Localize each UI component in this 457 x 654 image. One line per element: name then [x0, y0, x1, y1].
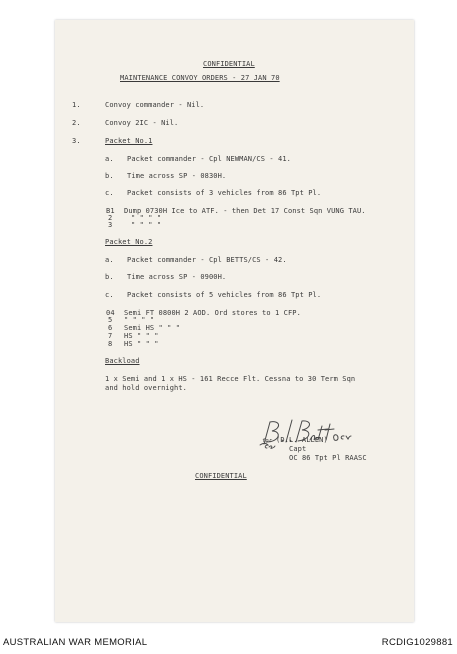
- packet-1-a-label: a.: [105, 155, 114, 163]
- signatory-rank: Capt: [289, 445, 307, 453]
- packet-1-b-label: b.: [105, 172, 114, 180]
- packet-1-commander: Packet commander - Cpl NEWMAN/CS - 41.: [127, 155, 291, 163]
- packet-2-row-id: 04: [106, 309, 115, 317]
- signatory-name: (D.L. ALLEN): [276, 436, 328, 444]
- packet-1-time: Time across SP - 0830H.: [127, 172, 227, 180]
- packet-2-row-id: 5: [108, 316, 113, 324]
- packet-2-row-text: HS " " ": [124, 332, 159, 340]
- signatory-unit: OC 86 Tpt Pl RAASC: [289, 454, 367, 462]
- packet-1-vehicles: Packet consists of 3 vehicles from 86 Tpt Pl.: [127, 189, 322, 197]
- packet-1-row-id: 2: [108, 214, 113, 222]
- packet-2-vehicles: Packet consists of 5 vehicles from 86 Tpt Pl.: [127, 291, 322, 299]
- packet-2-row-text: " " " ": [124, 316, 155, 324]
- packet-2-row-id: 8: [108, 340, 113, 348]
- packet-2-b-label: b.: [105, 273, 114, 281]
- backload-line-2: and hold overnight.: [105, 384, 187, 392]
- packet-2-row-id: 7: [108, 332, 113, 340]
- backload-line-1: 1 x Semi and 1 x HS - 161 Recce Flt. Cessna to 30 Term Sqn: [105, 375, 356, 383]
- packet-2-c-label: c.: [105, 291, 114, 299]
- classification-top: CONFIDENTIAL: [203, 60, 255, 68]
- classification-bottom: CONFIDENTIAL: [195, 472, 247, 480]
- packet-2-time: Time across SP - 0900H.: [127, 273, 227, 281]
- item-number-2: 2.: [72, 119, 81, 127]
- document-title: MAINTENANCE CONVOY ORDERS - 27 JAN 70: [120, 74, 280, 82]
- packet-2-row-text: Semi HS " " ": [124, 324, 181, 332]
- packet-1-row-id: B1: [106, 207, 115, 215]
- packet-2-commander: Packet commander - Cpl BETTS/CS - 42.: [127, 256, 287, 264]
- packet-1-row-text: " " " ": [131, 214, 162, 222]
- item-number-3: 3.: [72, 137, 81, 145]
- packet-1-heading: Packet No.1: [105, 137, 153, 145]
- backload-heading: Backload: [105, 357, 140, 365]
- packet-1-c-label: c.: [105, 189, 114, 197]
- archive-reference: RCDIG1029881: [381, 637, 453, 648]
- archive-name: AUSTRALIAN WAR MEMORIAL: [3, 637, 148, 648]
- packet-2-a-label: a.: [105, 256, 114, 264]
- packet-2-row-id: 6: [108, 324, 113, 332]
- packet-1-row-id: 3: [108, 221, 113, 229]
- packet-2-row-text: HS " " ": [124, 340, 159, 348]
- packet-2-row-text: Semi FT 0800H 2 AOD. Ord stores to 1 CFP.: [124, 309, 301, 317]
- packet-1-row-text: " " " ": [131, 221, 162, 229]
- packet-2-heading: Packet No.2: [105, 238, 153, 246]
- item-text-1: Convoy commander - Nil.: [105, 101, 205, 109]
- signature-for: for: [262, 438, 273, 444]
- item-number-1: 1.: [72, 101, 81, 109]
- packet-1-row-text: Dump 0730H Ice to ATF. - then Det 17 Const Sqn VUNG TAU.: [124, 207, 366, 215]
- item-text-2: Convoy 2IC - Nil.: [105, 119, 179, 127]
